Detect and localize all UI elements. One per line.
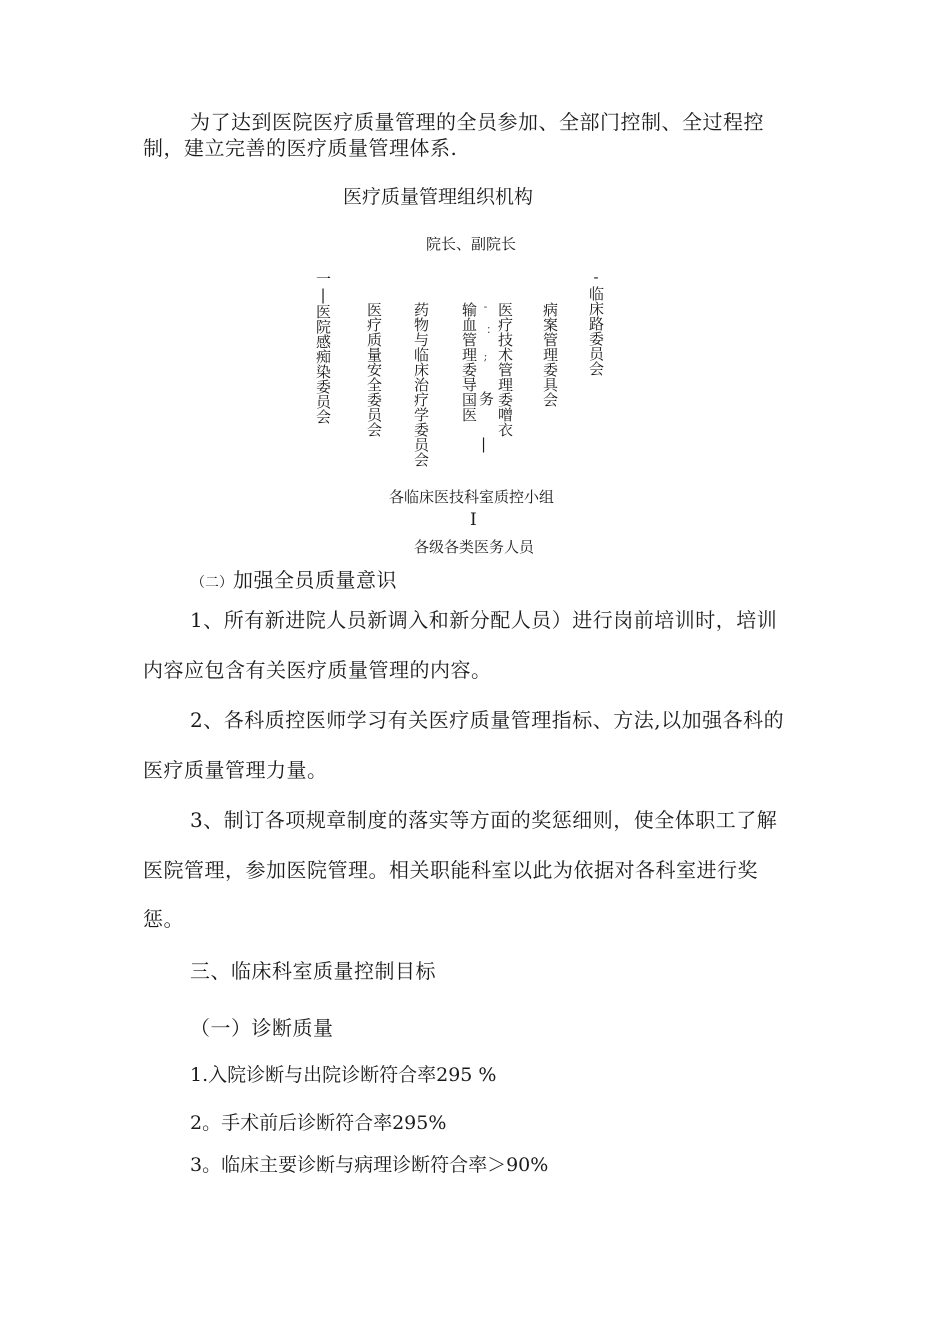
committee-medical-records: 病案管理委具会 <box>541 302 559 407</box>
org-groups: 各临床医技科室质控小组 <box>389 488 555 506</box>
item3-line-2: 医院管理，参加医院管理。相关职能科室以此为依据对各科室进行奖 <box>143 858 758 882</box>
intro-line-1: 为了达到医院医疗质量管理的全员参加、全部门控制、全过程控 <box>190 110 764 134</box>
diagnosis-item-2: 2。手术前后诊断符合率295% <box>190 1112 447 1134</box>
committee-clinical-pathway: -临床路委员会 <box>587 268 605 376</box>
committee-quality-safety: 医疗质量安全委员会 <box>365 302 383 437</box>
item3-line-1: 3、制订各项规章制度的落实等方面的奖惩细则，使全体职工了解 <box>190 808 778 832</box>
diagnosis-item-3: 3。临床主要诊断与病理诊断符合率＞90% <box>190 1154 549 1176</box>
org-chart-title: 医疗质量管理组织机构 <box>343 186 534 208</box>
committee-pharmacy: 药物与临床治疗学委员会 <box>412 302 430 467</box>
chart-fragment-a: - ： ; <box>479 300 492 363</box>
section3-sub1: （一）诊断质量 <box>190 1016 334 1040</box>
section2-heading-prefix: （二） <box>191 575 233 591</box>
chart-fragment-b: 务 <box>479 390 495 408</box>
item1-line-1: 1、所有新进院人员新调入和新分配人员）进行岗前培训时，培训 <box>190 608 778 632</box>
item3-line-3: 惩。 <box>143 907 184 931</box>
org-top-leadership: 院长、副院长 <box>426 235 517 253</box>
chart-fragment-c: | <box>481 435 487 453</box>
org-connector: I <box>470 510 477 530</box>
diagnosis-item-1: 1.入院诊断与出院诊断符合率295 % <box>190 1064 497 1086</box>
intro-line-2: 制，建立完善的医疗质量管理体系. <box>143 136 458 160</box>
item1-line-2: 内容应包含有关医疗质量管理的内容。 <box>143 658 492 682</box>
committee-infection: 一|医院感痴染委员会 <box>314 271 332 424</box>
org-staff: 各级各类医务人员 <box>414 538 535 556</box>
section3-heading: 三、临床科室质量控制目标 <box>190 959 436 983</box>
item2-line-1: 2、各科质控医师学习有关医疗质量管理指标、方法,以加强各科的 <box>190 708 785 732</box>
committee-medical-tech: 医疗技术管理委噌衣 <box>496 302 514 437</box>
section2-heading <box>191 564 397 593</box>
section2-heading-text: 加强全员质量意识 <box>233 568 397 592</box>
committee-transfusion: 输血管理委导国医 <box>460 302 478 422</box>
item2-line-2: 医疗质量管理力量。 <box>143 758 328 782</box>
